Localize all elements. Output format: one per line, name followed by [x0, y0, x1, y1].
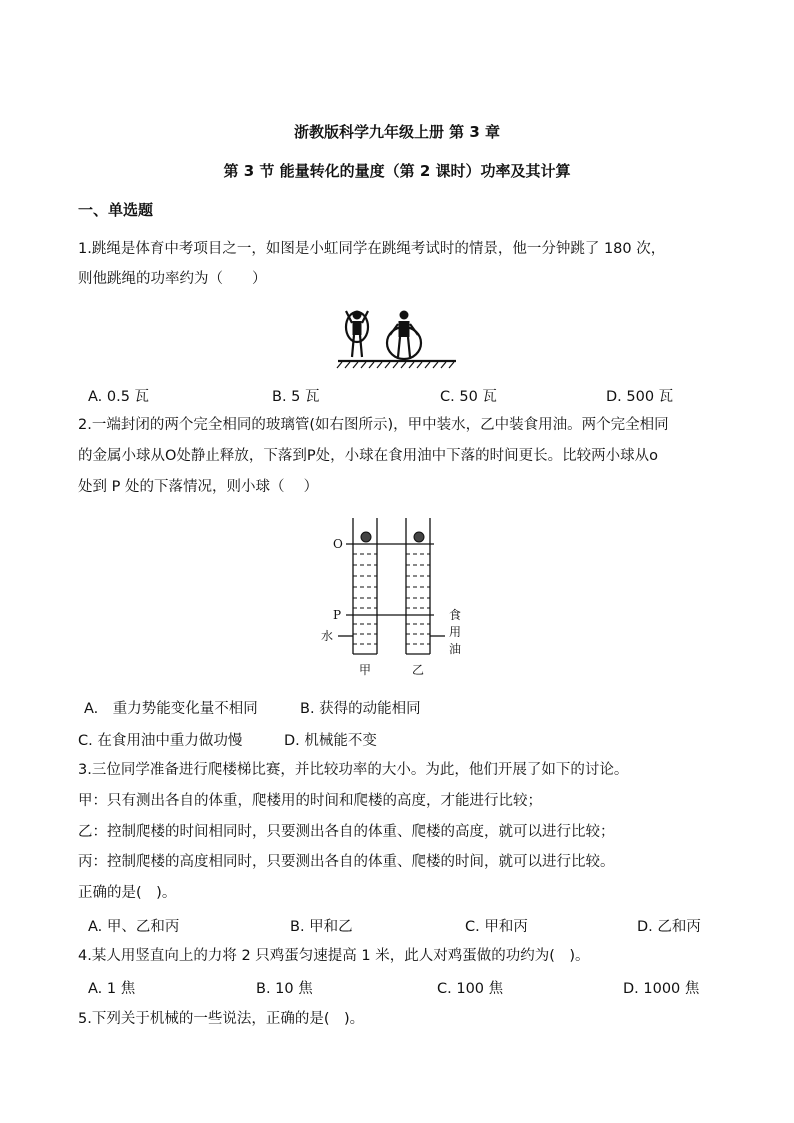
question-1-line-2: 则他跳绳的功率约为（ ） — [78, 271, 267, 287]
body-right — [399, 321, 410, 337]
question-4-option-c: C. 100 焦 — [437, 981, 504, 997]
question-2-line-3: 处到 P 处的下落情况，则小球（ ） — [78, 479, 319, 495]
question-4-option-b: B. 10 焦 — [256, 981, 313, 997]
question-3-line-4: 丙：控制爬楼的高度相同时，只要测出各自的体重、爬楼的时间，就可以进行比较。 — [78, 854, 615, 870]
question-2-option-d: D. 机械能不变 — [284, 733, 377, 749]
document-title: 浙教版科学九年级上册 第 3 章 — [293, 123, 501, 141]
leg-left-a — [352, 335, 354, 357]
document-subtitle: 第 3 节 能量转化的量度（第 2 课时）功率及其计算 — [223, 162, 571, 180]
glass-tube-figure — [316, 508, 476, 678]
question-3-line-2: 甲：只有测出各自的体重，爬楼用的时间和爬楼的高度，才能进行比较； — [78, 793, 542, 809]
ball-yi — [414, 532, 424, 542]
question-3-line-3: 乙：控制爬楼的时间相同时，只要测出各自的体重、爬楼的高度，就可以进行比较； — [78, 824, 615, 840]
question-1-option-b: B. 5 瓦 — [272, 389, 320, 405]
label-jia: 甲 — [359, 663, 372, 677]
label-o: O — [333, 537, 343, 551]
question-4-option-d: D. 1000 焦 — [623, 981, 700, 997]
question-3-line-1: 3.三位同学准备进行爬楼梯比赛，并比较功率的大小。为此，他们开展了如下的讨论。 — [78, 762, 629, 778]
question-2-option-b: B. 获得的动能相同 — [300, 701, 421, 717]
ground-hatch — [337, 362, 454, 368]
label-yi: 乙 — [412, 663, 425, 677]
leg-right-a — [398, 337, 400, 357]
question-4-option-a: A. 1 焦 — [88, 981, 136, 997]
label-oil-1: 食 — [449, 608, 462, 622]
question-3-option-d: D. 乙和丙 — [637, 919, 701, 935]
question-5-line-1: 5.下列关于机械的一些说法，正确的是( )。 — [78, 1011, 365, 1027]
question-2-line-2: 的金属小球从O处静止释放，下落到P处，小球在食用油中下落的时间更长。比较两小球从o — [78, 448, 659, 464]
question-2-option-c: C. 在食用油中重力做功慢 — [78, 733, 243, 749]
label-p: P — [333, 608, 342, 622]
question-3-option-a: A. 甲、乙和丙 — [88, 919, 180, 935]
section-heading: 一、单选题 — [78, 201, 154, 219]
question-1-option-d: D. 500 瓦 — [606, 389, 674, 405]
question-3-option-c: C. 甲和丙 — [465, 919, 528, 935]
leg-left-b — [360, 335, 362, 357]
question-1-option-a: A. 0.5 瓦 — [88, 389, 150, 405]
head-left — [353, 311, 362, 320]
label-oil-3: 油 — [449, 642, 462, 656]
liquid-level-dashes — [353, 554, 430, 644]
question-2-line-1: 2.一端封闭的两个完全相同的玻璃管(如右图所示)，甲中装水，乙中装食用油。两个完全相同 — [78, 417, 669, 433]
ball-jia — [361, 532, 371, 542]
leg-right-b — [408, 337, 410, 357]
body-left — [353, 321, 362, 335]
question-3-option-b: B. 甲和乙 — [290, 919, 353, 935]
question-2-option-a: A. 重力势能变化量不相同 — [84, 701, 258, 717]
label-water: 水 — [321, 629, 334, 643]
head-right — [400, 311, 409, 320]
jump-rope-figure — [334, 305, 460, 370]
question-4-line-1: 4.某人用竖直向上的力将 2 只鸡蛋匀速提高 1 米，此人对鸡蛋做的功约为( )。 — [78, 948, 590, 964]
question-1-line-1: 1.跳绳是体育中考项目之一，如图是小虹同学在跳绳考试时的情景，他一分钟跳了 180 次， — [78, 241, 666, 257]
question-1-option-c: C. 50 瓦 — [440, 389, 497, 405]
question-3-line-5: 正确的是( )。 — [78, 885, 177, 901]
label-oil-2: 用 — [449, 625, 462, 639]
